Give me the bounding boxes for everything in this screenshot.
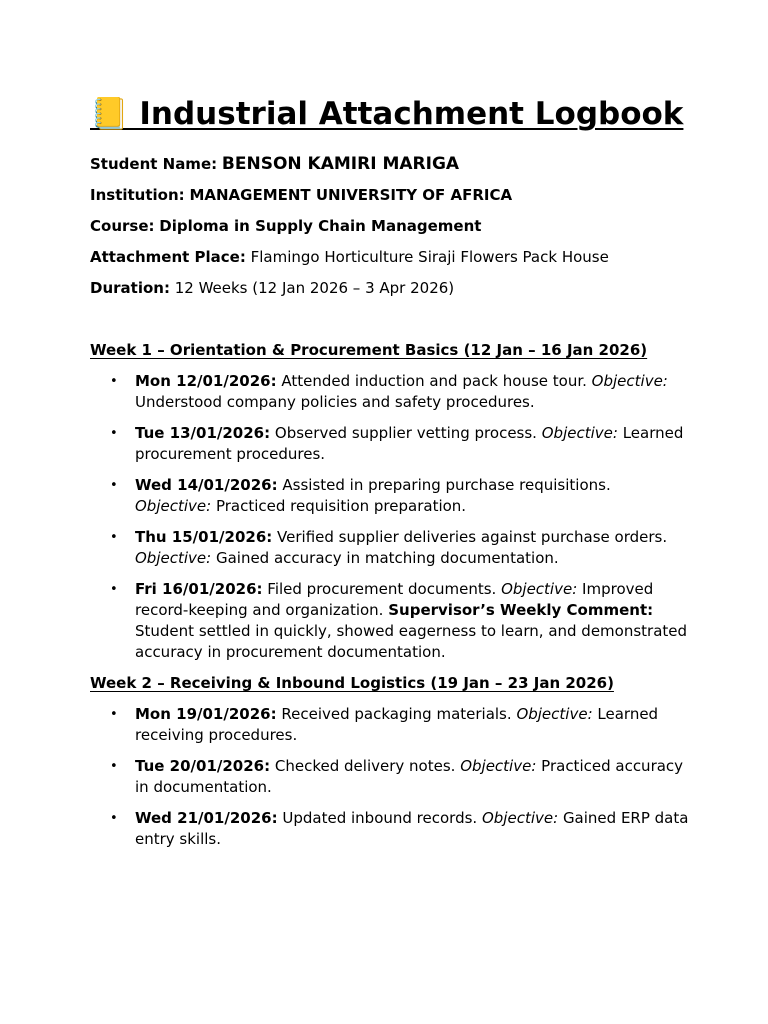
supervisor-comment-label: Supervisor’s Weekly Comment: <box>388 601 654 619</box>
week-1-heading: Week 1 – Orientation & Procurement Basics (12 Jan – 16 Jan 2026) <box>90 341 648 359</box>
institution-row <box>90 185 690 206</box>
bullet-icon: • <box>110 426 118 441</box>
entry-activity: Assisted in preparing purchase requisitions. <box>282 476 611 494</box>
attachment-place-row <box>90 247 690 268</box>
attachment-place-label: Attachment Place: <box>90 248 246 266</box>
entry-objective: Practiced requisition preparation. <box>215 497 467 515</box>
objective-label: Objective: <box>460 757 537 775</box>
supervisor-comment: Student settled in quickly, showed eagerness to learn, and demonstrated accuracy in procurement documentation. <box>135 622 688 661</box>
list-item <box>90 527 690 569</box>
entry-activity: Received packaging materials. <box>281 705 512 723</box>
entry-day: Wed 14/01/2026: <box>135 476 278 494</box>
bullet-icon: • <box>110 759 118 774</box>
page-title: 📒 Industrial Attachment Logbook <box>90 96 684 132</box>
entry-objective: Learned procurement procedures. <box>135 424 684 463</box>
duration-value: 12 Weeks (12 Jan 2026 – 3 Apr 2026) <box>174 279 455 297</box>
course-row <box>90 216 690 237</box>
entry-day: Mon 12/01/2026: <box>135 372 277 390</box>
attachment-place-value: Flamingo Horticulture Siraji Flowers Pack House <box>250 248 609 266</box>
bullet-icon: • <box>110 707 118 722</box>
institution-value: MANAGEMENT UNIVERSITY OF AFRICA <box>189 186 513 204</box>
entry-day: Wed 21/01/2026: <box>135 809 278 827</box>
list-item <box>90 423 690 465</box>
entry-activity: Filed procurement documents. <box>267 580 497 598</box>
list-item <box>90 475 690 517</box>
objective-label: Objective: <box>135 497 212 515</box>
entry-activity: Updated inbound records. <box>282 809 478 827</box>
entry-day: Mon 19/01/2026: <box>135 705 277 723</box>
bullet-icon: • <box>110 374 118 389</box>
entry-objective: Learned receiving procedures. <box>135 705 659 744</box>
entry-objective: Improved record-keeping and organization. <box>135 580 654 619</box>
course-value: Diploma in Supply Chain Management <box>159 217 482 235</box>
entry-activity: Observed supplier vetting process. <box>274 424 537 442</box>
week-2-entries <box>90 704 690 850</box>
student-name-row <box>90 154 690 175</box>
list-item <box>90 704 690 746</box>
student-name-value: BENSON KAMIRI MARIGA <box>221 154 460 174</box>
entry-objective: Understood company policies and safety procedures. <box>135 393 535 411</box>
entry-objective: Gained ERP data entry skills. <box>135 809 689 848</box>
logbook-page <box>90 92 690 860</box>
entry-activity: Verified supplier deliveries against purchase orders. <box>277 528 668 546</box>
bullet-icon: • <box>110 811 118 826</box>
institution-label: Institution: <box>90 186 185 204</box>
student-name-label: Student Name: <box>90 155 218 173</box>
duration-row <box>90 278 690 299</box>
course-label: Course: <box>90 217 155 235</box>
objective-label: Objective: <box>135 549 212 567</box>
list-item <box>90 756 690 798</box>
entry-objective: Practiced accuracy in documentation. <box>135 757 684 796</box>
list-item <box>90 579 690 663</box>
objective-label: Objective: <box>591 372 668 390</box>
duration-label: Duration: <box>90 279 170 297</box>
student-details <box>90 154 690 299</box>
week-2-heading: Week 2 – Receiving & Inbound Logistics (19 Jan – 23 Jan 2026) <box>90 674 614 692</box>
entry-activity: Attended induction and pack house tour. <box>281 372 587 390</box>
entry-objective: Gained accuracy in matching documentation. <box>215 549 559 567</box>
objective-label: Objective: <box>481 809 559 827</box>
bullet-icon: • <box>110 582 118 597</box>
week-1-entries <box>90 371 690 663</box>
entry-day: Thu 15/01/2026: <box>135 528 273 546</box>
entry-day: Tue 13/01/2026: <box>135 424 271 442</box>
objective-label: Objective: <box>541 424 618 442</box>
entry-day: Tue 20/01/2026: <box>135 757 271 775</box>
entry-activity: Checked delivery notes. <box>274 757 456 775</box>
bullet-icon: • <box>110 478 118 493</box>
entry-day: Fri 16/01/2026: <box>135 580 263 598</box>
objective-label: Objective: <box>516 705 593 723</box>
bullet-icon: • <box>110 530 118 545</box>
list-item <box>90 808 690 850</box>
objective-label: Objective: <box>501 580 578 598</box>
list-item <box>90 371 690 413</box>
